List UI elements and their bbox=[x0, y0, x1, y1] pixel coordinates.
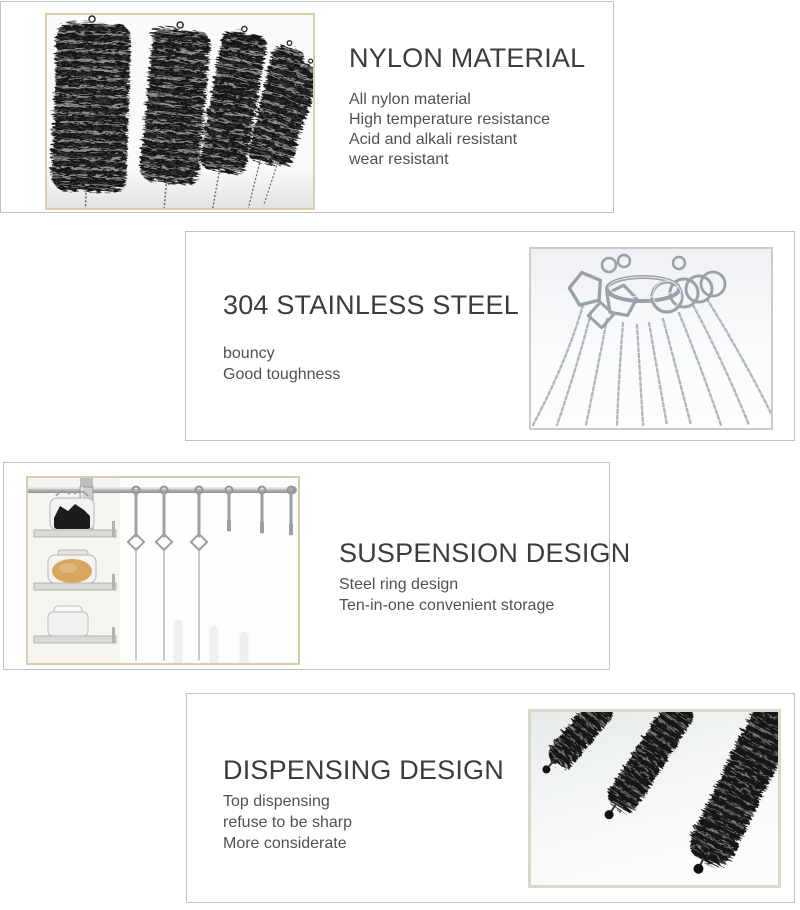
dispensing-text-block bbox=[223, 754, 504, 854]
panel-heading: 304 STAINLESS STEEL bbox=[223, 290, 519, 320]
panel-feature-lines bbox=[223, 791, 504, 854]
hanging-storage-photo bbox=[26, 476, 300, 665]
feature-line: bouncy bbox=[223, 345, 275, 362]
panel-heading: SUSPENSION DESIGN bbox=[339, 538, 631, 568]
nylon-brushes-illustration bbox=[47, 15, 313, 208]
nylon-text-block bbox=[349, 42, 585, 170]
feature-line: refuse to be sharp bbox=[223, 814, 352, 831]
feature-line: Top dispensing bbox=[223, 793, 330, 810]
feature-line: wear resistant bbox=[349, 151, 449, 168]
steel-rings-chains-photo bbox=[529, 247, 773, 430]
hanging-rack-illustration bbox=[28, 478, 298, 663]
nylon-brushes-photo bbox=[45, 13, 315, 210]
brush-tips-photo bbox=[528, 709, 781, 888]
panel-feature-lines bbox=[349, 90, 585, 170]
panel-nylon-material bbox=[0, 1, 614, 213]
panel-heading: DISPENSING DESIGN bbox=[223, 755, 504, 785]
panel-heading: NYLON MATERIAL bbox=[349, 43, 586, 73]
brush-tips-illustration bbox=[531, 712, 778, 885]
feature-line: More considerate bbox=[223, 835, 347, 852]
panel-stainless-steel bbox=[185, 231, 795, 441]
suspension-text-block bbox=[339, 537, 630, 616]
steel-text-block bbox=[223, 289, 519, 385]
feature-line: Acid and alkali resistant bbox=[349, 131, 518, 148]
feature-line: High temperature resistance bbox=[349, 111, 550, 128]
feature-line: Ten-in-one convenient storage bbox=[339, 597, 555, 614]
panel-feature-lines bbox=[339, 574, 630, 616]
feature-line: All nylon material bbox=[349, 91, 471, 108]
feature-line: Good toughness bbox=[223, 366, 341, 383]
panel-suspension-design bbox=[3, 462, 631, 670]
panel-dispensing-design bbox=[186, 693, 795, 903]
steel-rings-illustration bbox=[531, 249, 771, 428]
panel-feature-lines bbox=[223, 343, 519, 385]
feature-line: Steel ring design bbox=[339, 576, 459, 593]
